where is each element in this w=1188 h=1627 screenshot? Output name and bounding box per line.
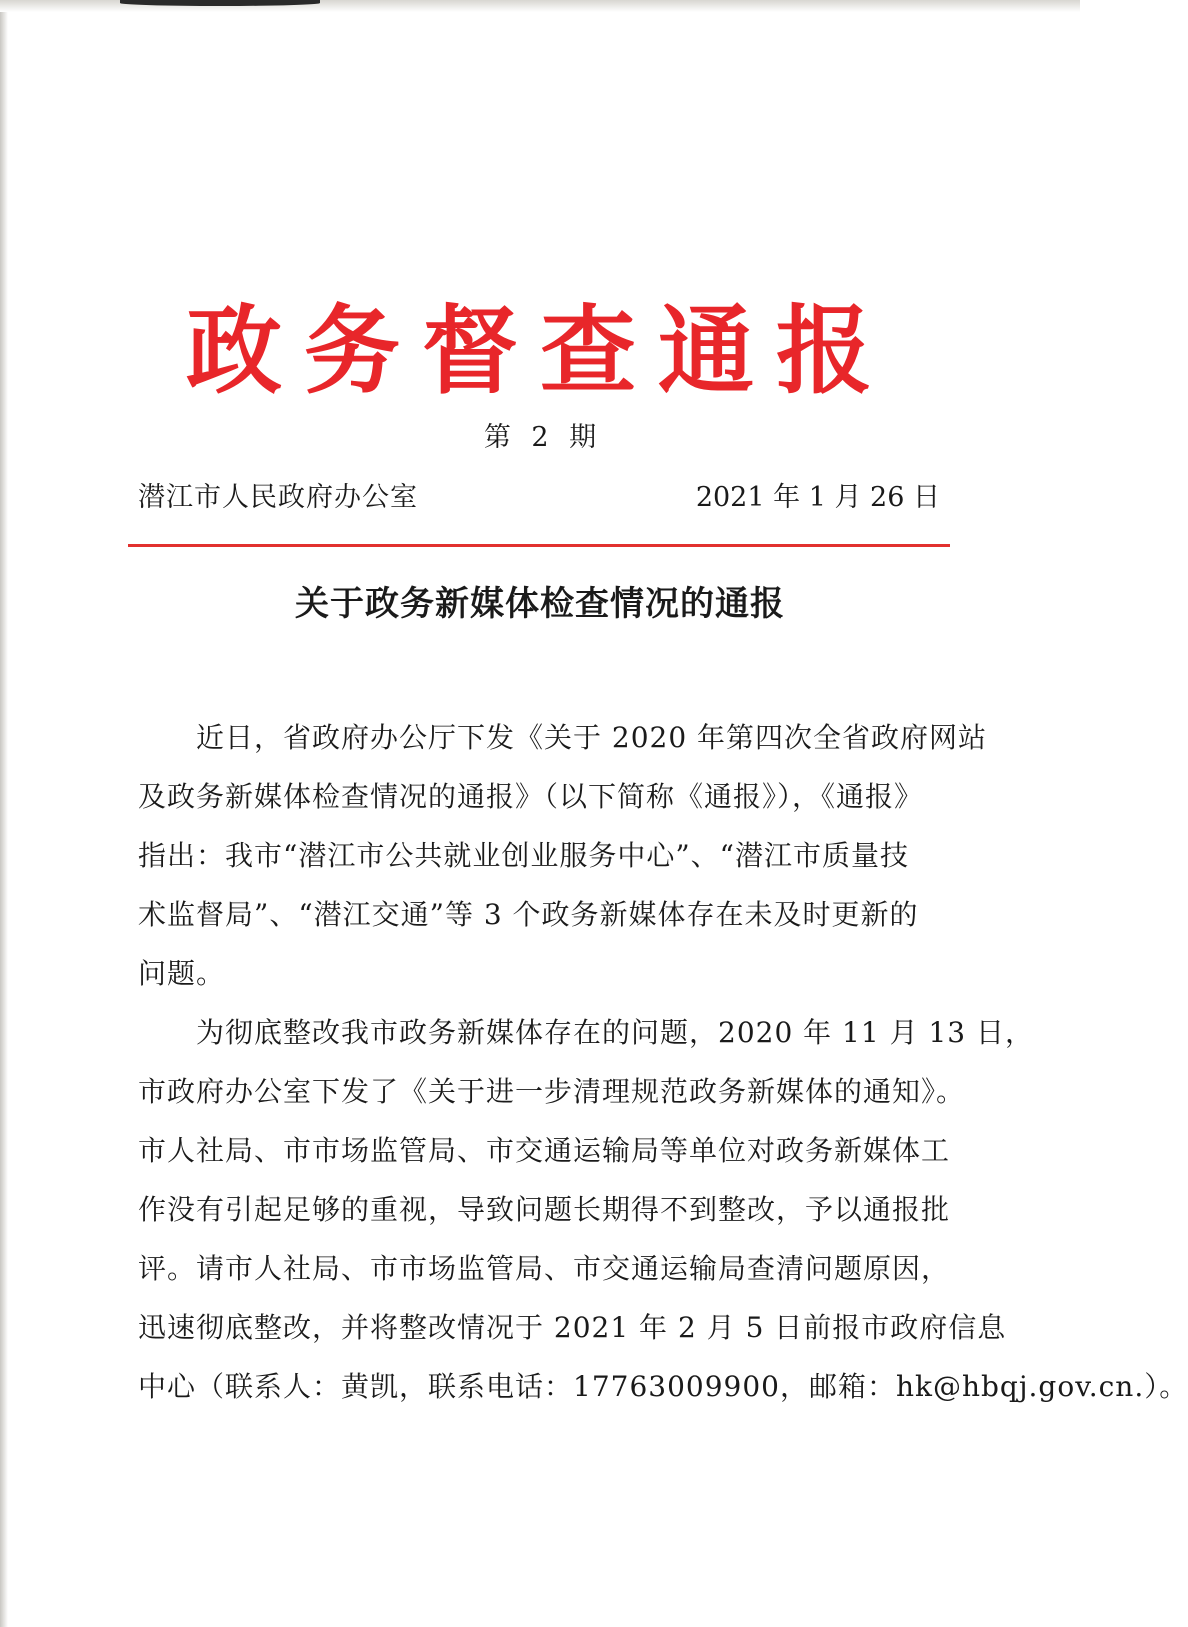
- issue-date: 2021 年 1 月 26 日: [695, 482, 940, 513]
- paragraph-2: [138, 1003, 1188, 1416]
- document-title: 关于政务新媒体检查情况的通报: [295, 584, 785, 624]
- paragraph-line: 指出：我市“潜江市公共就业创业服务中心”、“潜江市质量技: [138, 839, 909, 872]
- paragraph-line: 术监督局”、“潜江交通”等 3 个政务新媒体存在未及时更新的: [138, 898, 919, 931]
- paragraph-1: [138, 708, 988, 1003]
- scan-corner-mark: [120, 0, 320, 6]
- paragraph-line: 迅速彻底整改，并将整改情况于 2021 年 2 月 5 日前报市政府信息: [138, 1311, 1007, 1344]
- header-divider: [128, 544, 950, 547]
- scan-edge-shadow: [0, 0, 8, 1627]
- masthead-title: 政务督查通报: [186, 294, 894, 407]
- paragraph-line: 问题。: [138, 957, 226, 990]
- paragraph-line: 中心（联系人：黄凯，联系电话：17763009900，邮箱：hk@hbqj.gov.cn.）。: [138, 1370, 1188, 1403]
- paragraph-line: 市政府办公室下发了《关于进一步清理规范政务新媒体的通知》。: [138, 1075, 966, 1108]
- paragraph-line: 为彻底整改我市政务新媒体存在的问题，2020 年 11 月 13 日，: [196, 1016, 1035, 1049]
- paragraph-line: 及政务新媒体检查情况的通报》（以下简称《通报》），《通报》: [138, 780, 924, 813]
- document-body: [138, 708, 1188, 1416]
- paragraph-line: 市人社局、市市场监管局、市交通运输局等单位对政务新媒体工: [138, 1134, 951, 1167]
- issue-number: 第 2 期: [483, 422, 597, 453]
- paragraph-line: 近日，省政府办公厅下发《关于 2020 年第四次全省政府网站: [196, 721, 988, 754]
- paragraph-line: 评。请市人社局、市市场监管局、市交通运输局查清问题原因，: [138, 1252, 951, 1285]
- issuing-office: 潜江市人民政府办公室: [138, 482, 418, 513]
- paragraph-line: 作没有引起足够的重视，导致问题长期得不到整改，予以通报批: [138, 1193, 951, 1226]
